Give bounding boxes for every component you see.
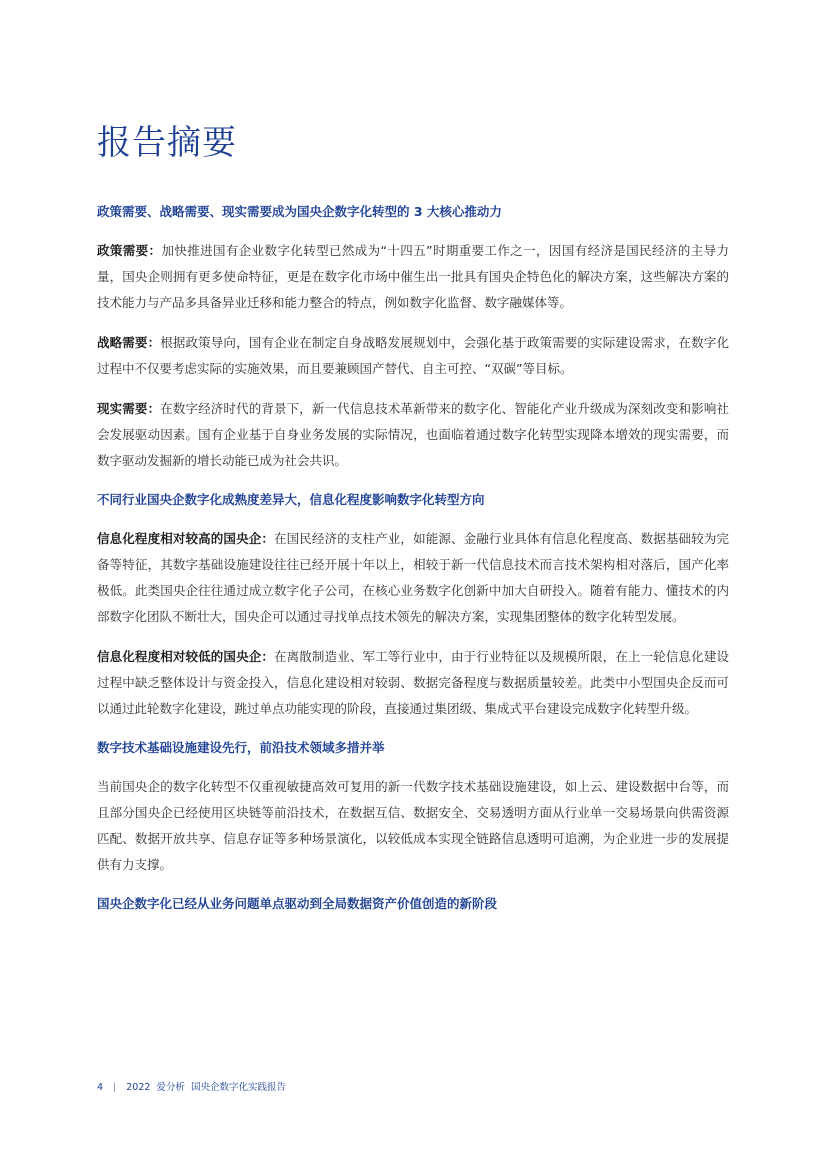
paragraph-text: 根据政策导向，国有企业在制定自身战略发展规划中，会强化基于政策需要的实际建设需求，在数字化过程中不仅要考虑实际的实施效果，而且要兼顾国产替代、自主可控、“双碳”等目标。 bbox=[97, 335, 729, 376]
section-maturity-differences bbox=[97, 488, 729, 722]
footer-year: 2022 bbox=[126, 1082, 151, 1093]
section-core-drivers bbox=[97, 200, 729, 474]
paragraph-text: 在数字经济时代的背景下，新一代信息技术革新带来的数字化、智能化产业升级成为深刻改变和影响社会发展驱动因素。国有企业基于自身业务发展的实际情况，也面临着通过数字化转型实现降本增效的现实需要，而数字驱动发掘新的增长动能已成为社会共识。 bbox=[97, 401, 729, 468]
page-title: 报告摘要 bbox=[97, 123, 237, 163]
page-footer bbox=[97, 1080, 286, 1096]
report-body bbox=[97, 200, 729, 916]
paragraph-lead: 现实需要： bbox=[97, 401, 161, 416]
paragraph-infrastructure bbox=[97, 774, 729, 878]
footer-report-name: 国央企数字化实践报告 bbox=[191, 1082, 287, 1093]
section-new-stage bbox=[97, 892, 729, 916]
paragraph-low-informatization bbox=[97, 644, 729, 722]
paragraph-lead: 政策需要： bbox=[97, 243, 162, 258]
section-heading: 数字技术基础设施建设先行，前沿技术领域多措并举 bbox=[97, 740, 385, 755]
paragraph-text: 在国民经济的支柱产业，如能源、金融行业具体有信息化程度高、数据基础较为完备等特征，其数字基础设施建设往往已经开展十年以上，相较于新一代信息技术而言技术架构相对落后，国产化率极低。此类国央企往往通过成立数字化子公司，在核心业务数字化创新中加大自研投入。随着有能力、懂技术的内部数字化团队不断壮大，国央企可以通过寻找单点技术领先的解决方案，实现集团整体的数字化转型发展。 bbox=[97, 531, 729, 624]
page-number: 4 bbox=[97, 1082, 104, 1093]
paragraph-text: 在离散制造业、军工等行业中，由于行业特征以及规模所限，在上一轮信息化建设过程中缺乏整体设计与资金投入，信息化建设相对较弱、数据完备程度与数据质量较差。此类中小型国央企反而可以通过此轮数字化建设，跳过单点功能实现的阶段，直接通过集团级、集成式平台建设完成数字化转型升级。 bbox=[97, 649, 729, 716]
footer-publisher: 爱分析 bbox=[156, 1082, 185, 1093]
paragraph-reality-need bbox=[97, 396, 729, 474]
section-heading: 不同行业国央企数字化成熟度差异大，信息化程度影响数字化转型方向 bbox=[97, 492, 485, 507]
section-digital-infrastructure bbox=[97, 736, 729, 878]
paragraph-lead: 信息化程度相对较低的国央企： bbox=[97, 649, 274, 664]
section-heading: 国央企数字化已经从业务问题单点驱动到全局数据资产价值创造的新阶段 bbox=[97, 896, 498, 911]
paragraph-text: 当前国央企的数字化转型不仅重视敏捷高效可复用的新一代数字技术基础设施建设，如上云、建设数据中台等，而且部分国央企已经使用区块链等前沿技术，在数据互信、数据安全、交易透明方面从行业单一交易场景向供需资源匹配、数据开放共享、信息存证等多种场景演化，以较低成本实现全链路信息透明可追溯，为企业进一步的发展提供有力支撑。 bbox=[97, 779, 729, 872]
paragraph-strategy-need bbox=[97, 330, 729, 382]
section-heading: 政策需要、战略需要、现实需要成为国央企数字化转型的 3 大核心推动力 bbox=[97, 204, 502, 219]
footer-separator: | bbox=[113, 1082, 117, 1093]
paragraph-policy-need bbox=[97, 238, 729, 316]
paragraph-high-informatization bbox=[97, 526, 729, 630]
paragraph-lead: 战略需要： bbox=[97, 335, 161, 350]
paragraph-lead: 信息化程度相对较高的国央企： bbox=[97, 531, 274, 546]
paragraph-text: 加快推进国有企业数字化转型已然成为“十四五”时期重要工作之一，因国有经济是国民经济的主导力量，国央企则拥有更多使命特征，更是在数字化市场中催生出一批具有国央企特色化的解决方案，这些解决方案的技术能力与产品多具备异业迁移和能力整合的特点，例如数字化监督、数字融媒体等。 bbox=[97, 243, 729, 310]
